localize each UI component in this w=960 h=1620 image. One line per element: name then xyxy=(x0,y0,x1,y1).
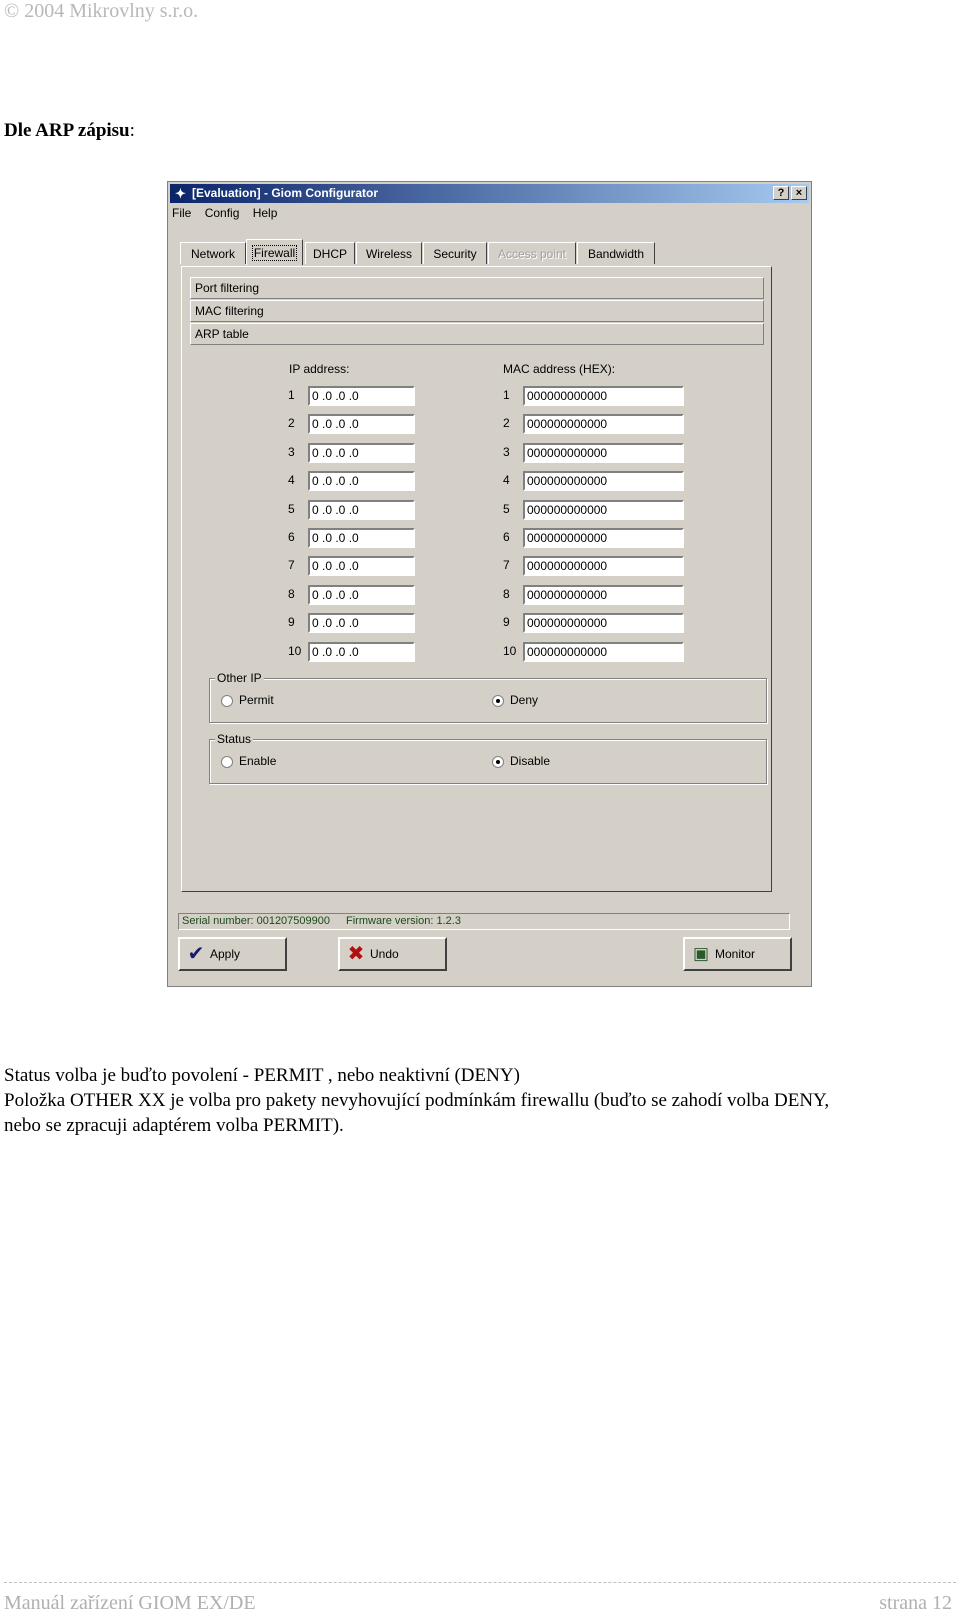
undo-label: Undo xyxy=(370,947,399,961)
mac-row-number: 3 xyxy=(503,444,510,459)
tab-dhcp-label: DHCP xyxy=(312,247,347,261)
ip-address-input[interactable]: 0 .0 .0 .0 xyxy=(308,500,415,520)
ip-row-number: 4 xyxy=(288,473,295,488)
firewall-panel xyxy=(181,266,772,892)
footer-manual-title: Manuál zařízení GIOM EX/DE xyxy=(4,1592,256,1614)
footer-page-number: strana 12 xyxy=(879,1592,952,1614)
menu-file[interactable]: File xyxy=(172,206,192,220)
ip-row-number: 10 xyxy=(288,643,302,658)
menu-config[interactable]: Config xyxy=(204,206,240,220)
configurator-window xyxy=(167,181,812,987)
undo-button[interactable] xyxy=(338,937,447,971)
status-label: Status xyxy=(217,732,252,746)
mac-row-number: 7 xyxy=(503,558,510,573)
mac-address-input[interactable]: 000000000000 xyxy=(523,500,684,520)
app-icon: ✦ xyxy=(175,186,186,201)
paragraph-line-3: nebo se zpracuji adaptérem volba PERMIT). xyxy=(4,1115,344,1136)
deny-radio[interactable] xyxy=(492,695,504,707)
other-ip-group xyxy=(209,678,767,723)
help-button[interactable]: ? xyxy=(773,186,789,200)
subtab-arp-table[interactable]: ARP table xyxy=(190,323,764,345)
apply-button[interactable] xyxy=(178,937,287,971)
ip-address-input[interactable]: 0 .0 .0 .0 xyxy=(308,471,415,491)
mac-address-input[interactable]: 000000000000 xyxy=(523,443,684,463)
ip-address-input[interactable]: 0 .0 .0 .0 xyxy=(308,528,415,548)
tab-firewall[interactable] xyxy=(246,239,303,265)
deny-label: Deny xyxy=(510,693,539,707)
close-button[interactable]: × xyxy=(791,186,807,200)
tab-bandwidth[interactable] xyxy=(577,242,655,264)
permit-label: Permit xyxy=(239,693,274,707)
mac-row-number: 5 xyxy=(503,501,510,516)
ip-row-number: 8 xyxy=(288,586,295,601)
mac-row-number: 10 xyxy=(503,643,517,658)
other-ip-label: Other IP xyxy=(217,671,262,685)
status-bar xyxy=(178,913,790,930)
ip-address-input[interactable]: 0 .0 .0 .0 xyxy=(308,414,415,434)
ip-address-label: IP address: xyxy=(289,362,350,376)
mac-row-number: 1 xyxy=(503,388,510,402)
mac-row-number: 6 xyxy=(503,530,510,544)
subtab-port-filtering[interactable]: Port filtering xyxy=(190,277,764,299)
check-icon: ✔ xyxy=(187,943,205,965)
mac-address-input[interactable]: 000000000000 xyxy=(523,585,684,605)
mac-row-number: 8 xyxy=(503,586,510,601)
tab-wireless[interactable] xyxy=(356,242,422,264)
ip-address-input[interactable]: 0 .0 .0 .0 xyxy=(308,443,415,463)
tab-dhcp[interactable] xyxy=(305,242,355,264)
menu-help[interactable]: Help xyxy=(252,206,278,220)
paragraph-line-2: Položka OTHER XX je volba pro pakety nevyhovující podmínkám firewallu (buďto se zahodí volba DENY, xyxy=(4,1090,830,1111)
tab-network-label: Network xyxy=(190,247,235,261)
tab-security-label: Security xyxy=(433,247,477,261)
mac-row-number: 4 xyxy=(503,473,510,488)
section-heading-suffix: : xyxy=(129,120,135,141)
ip-address-input[interactable]: 0 .0 .0 .0 xyxy=(308,613,415,633)
cross-icon: ✖ xyxy=(347,943,365,965)
tab-firewall-label: Firewall xyxy=(253,246,296,260)
mac-address-input[interactable]: 000000000000 xyxy=(523,613,684,633)
mac-address-input[interactable]: 000000000000 xyxy=(523,414,684,434)
footer-divider xyxy=(4,1582,956,1583)
mac-address-input[interactable]: 000000000000 xyxy=(523,471,684,491)
mac-address-input[interactable]: 000000000000 xyxy=(523,556,684,576)
mac-row-number: 2 xyxy=(503,416,510,431)
tab-wireless-label: Wireless xyxy=(365,247,412,261)
ip-address-input[interactable]: 0 .0 .0 .0 xyxy=(308,585,415,605)
ip-address-input[interactable]: 0 .0 .0 .0 xyxy=(308,642,415,662)
enable-radio[interactable] xyxy=(221,756,233,768)
copyright: © 2004 Mikrovlny s.r.o. xyxy=(4,0,199,22)
tab-security[interactable] xyxy=(423,242,487,264)
ip-row-number: 2 xyxy=(288,416,295,431)
ip-row-number: 7 xyxy=(288,558,295,573)
ip-address-input[interactable]: 0 .0 .0 .0 xyxy=(308,556,415,576)
ip-row-number: 3 xyxy=(288,444,295,459)
firmware-version: Firmware version: 1.2.3 xyxy=(346,915,461,927)
ip-address-input[interactable]: 0 .0 .0 .0 xyxy=(308,386,415,406)
tab-bandwidth-label: Bandwidth xyxy=(587,247,645,261)
monitor-label: Monitor xyxy=(715,947,756,961)
window-titlebar xyxy=(170,184,809,203)
ip-row-number: 1 xyxy=(288,388,295,402)
serial-number: Serial number: 001207509900 xyxy=(182,915,331,927)
status-group xyxy=(209,739,767,784)
mac-row-number: 9 xyxy=(503,615,510,630)
ip-row-number: 5 xyxy=(288,501,295,516)
mac-address-input[interactable]: 000000000000 xyxy=(523,386,684,406)
section-heading-bold: Dle ARP zápisu xyxy=(4,120,130,141)
disable-label: Disable xyxy=(510,754,551,768)
monitor-icon: ▣ xyxy=(692,944,710,963)
window-title: [Evaluation] - Giom Configurator xyxy=(192,186,378,200)
subtab-mac-filtering[interactable]: MAC filtering xyxy=(190,300,764,322)
enable-label: Enable xyxy=(239,754,277,768)
ip-row-number: 9 xyxy=(288,615,295,630)
section-heading xyxy=(4,120,135,142)
paragraph-line-1: Status volba je buďto povolení - PERMIT , nebo neaktivní (DENY) xyxy=(4,1065,520,1086)
ip-row-number: 6 xyxy=(288,530,295,544)
disable-radio[interactable] xyxy=(492,756,504,768)
monitor-button[interactable] xyxy=(683,937,792,971)
menubar xyxy=(172,206,287,224)
mac-address-input[interactable]: 000000000000 xyxy=(523,528,684,548)
apply-label: Apply xyxy=(210,947,241,961)
permit-radio[interactable] xyxy=(221,695,233,707)
mac-address-input[interactable]: 000000000000 xyxy=(523,642,684,662)
tab-access-point[interactable] xyxy=(488,242,576,264)
mac-address-label: MAC address (HEX): xyxy=(503,362,616,376)
tab-access-point-label: Access point xyxy=(497,247,567,261)
tab-network[interactable] xyxy=(180,242,246,264)
